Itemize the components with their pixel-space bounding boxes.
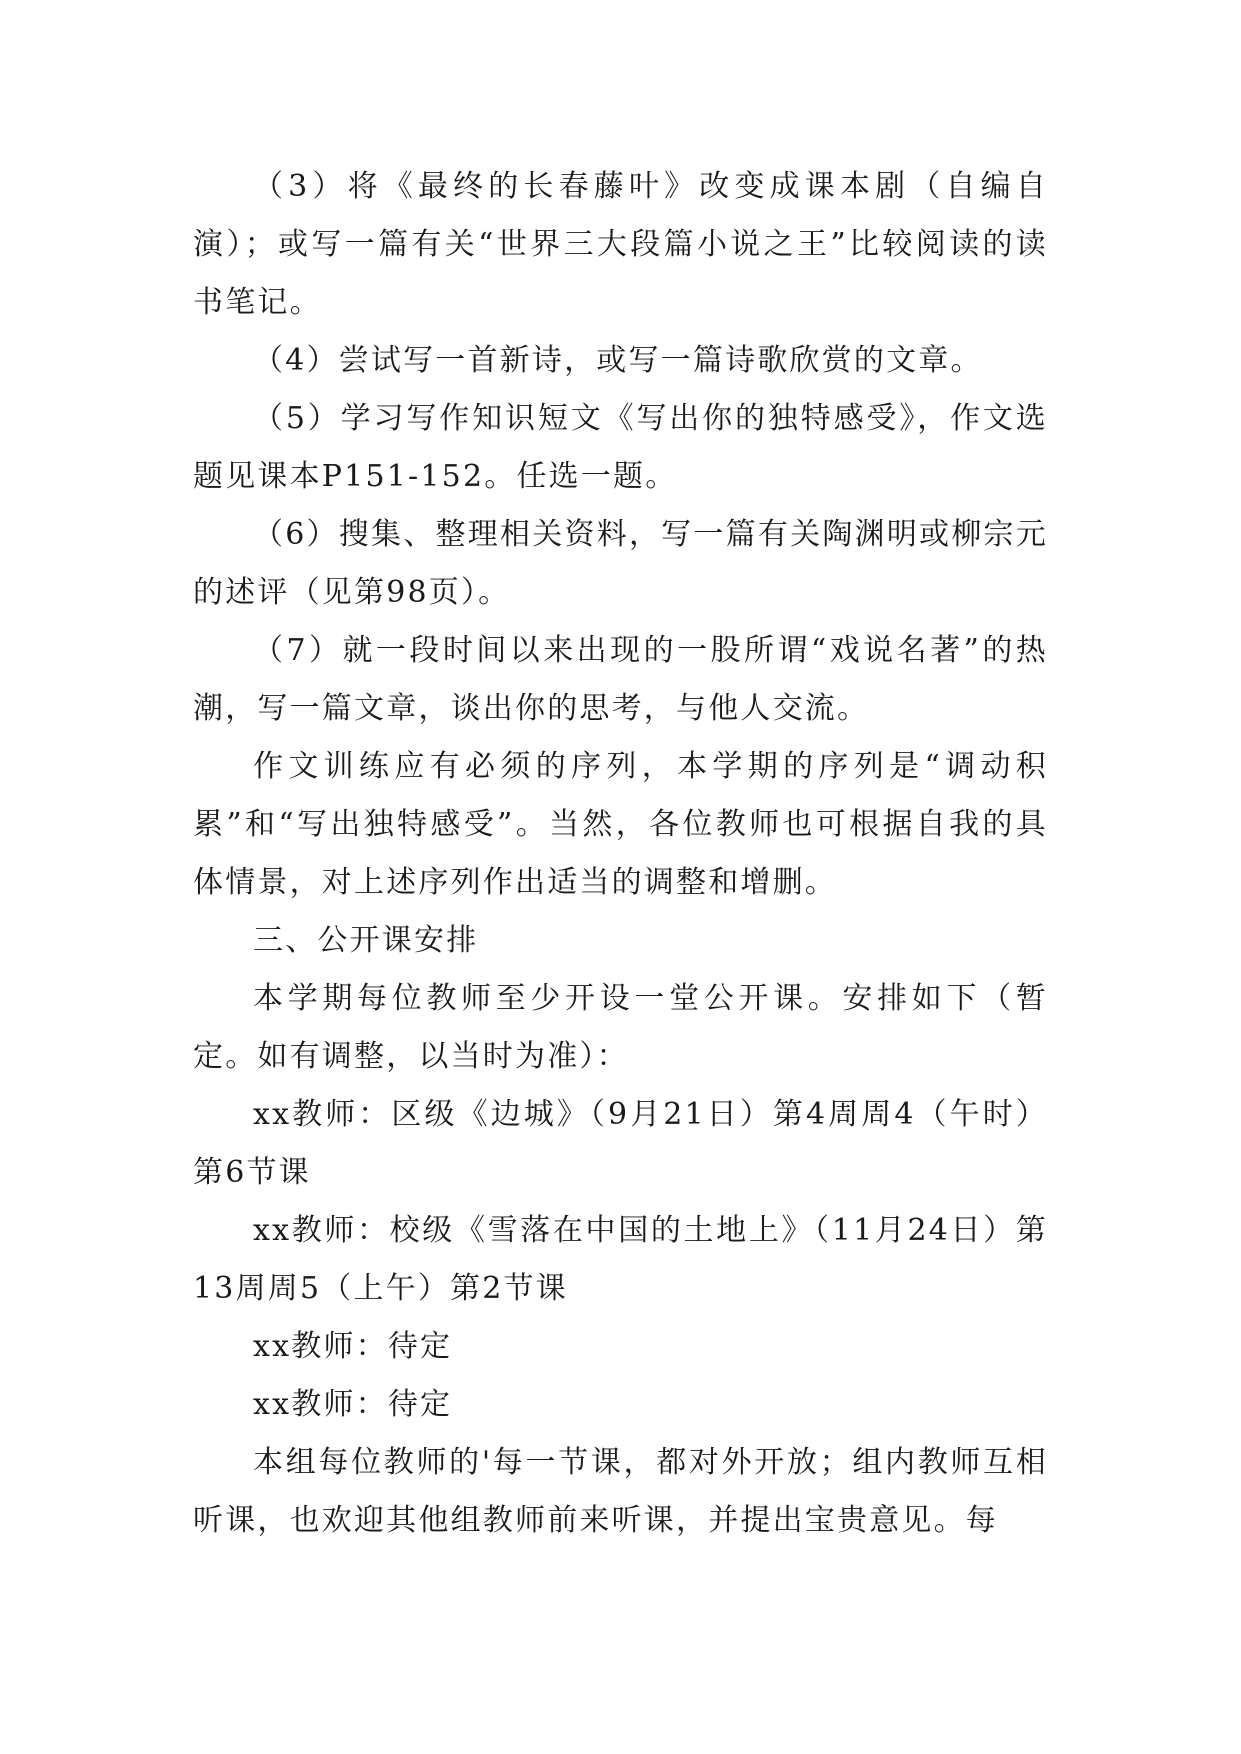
paragraph-item-7: （7）就一段时间以来出现的一股所谓“戏说名著”的热潮，写一篇文章，谈出你的思考，与他人交流。: [193, 633, 1048, 726]
paragraph-open-class-intro: 本学期每位教师至少开设一堂公开课。安排如下（暂定。如有调整，以当时为准）：: [193, 981, 1048, 1074]
schedule-entry-3: xx教师：待定: [253, 1329, 453, 1364]
schedule-entry-2: xx教师：校级《雪落在中国的土地上》（11月24日）第13周周5（上午）第2节课: [193, 1213, 1048, 1306]
document-body: [193, 158, 1048, 1550]
paragraph-writing-sequence: 作文训练应有必须的序列，本学期的序列是“调动积累”和“写出独特感受”。当然，各位教师也可根据自我的具体情景，对上述序列作出适当的调整和增删。: [193, 749, 1048, 900]
schedule-entry-1: xx教师：区级《边城》（9月21日）第4周周4（午时）第6节课: [193, 1097, 1048, 1190]
paragraph-item-5: （5）学习写作知识短文《写出你的独特感受》，作文选题见课本P151-152。任选一题。: [193, 401, 1048, 494]
paragraph-item-4: （4）尝试写一首新诗，或写一篇诗歌欣赏的文章。: [253, 343, 983, 378]
paragraph-open-lessons: 本组每位教师的'每一节课，都对外开放；组内教师互相听课，也欢迎其他组教师前来听课，并提出宝贵意见。每: [193, 1445, 1048, 1538]
paragraph-item-3: （3）将《最终的长春藤叶》改变成课本剧（自编自演）；或写一篇有关“世界三大段篇小说之王”比较阅读的读书笔记。: [193, 169, 1048, 320]
section-heading-open-class: 三、公开课安排: [253, 923, 479, 958]
schedule-entry-4: xx教师：待定: [253, 1387, 453, 1422]
paragraph-item-6: （6）搜集、整理相关资料，写一篇有关陶渊明或柳宗元的述评（见第98页）。: [193, 517, 1048, 610]
